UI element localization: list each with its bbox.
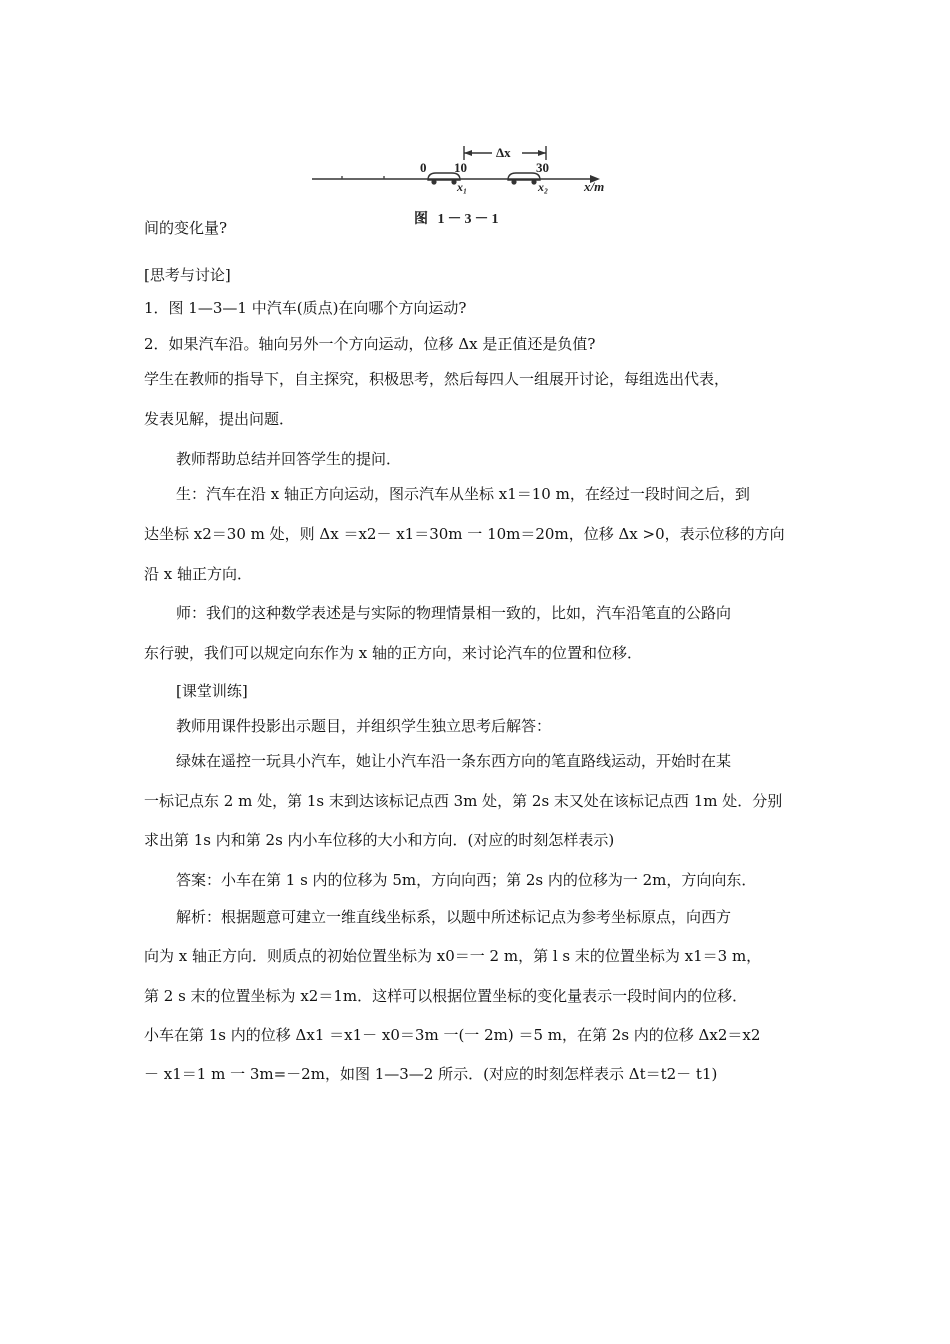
x1-label: x₁ — [457, 180, 468, 194]
section-heading: [思考与讨论] — [144, 266, 231, 284]
axis-label: x/m — [584, 179, 605, 194]
delta-x-label: Δx — [496, 145, 511, 160]
analysis-line: 第 2 s 末的位置坐标为 x2＝1m．这样可以根据位置坐标的变化量表示一段时间内的位移． — [144, 987, 748, 1005]
axis-diagram — [300, 136, 640, 236]
paragraph-line: 一标记点东 2 m 处，第 1s 末到达该标记点西 3m 处，第 2s 末又处在该标记点西 1m 处．分别 — [144, 792, 783, 810]
paragraph-line: 绿妹在遥控一玩具小汽车，她让小汽车沿一条东西方向的笔直路线运动，开始时在某 — [176, 752, 732, 770]
paragraph-line: 学生在教师的指导下，自主探究，积极思考，然后每四人一组展开讨论，每组选出代表， — [144, 370, 730, 388]
analysis-line: 向为 x 轴正方向．则质点的初始位置坐标为 x0＝一 2 m，第 l s 末的位置坐标为 x1＝3 m， — [144, 947, 762, 965]
analysis-line: － x1＝1 m 一 3m=－2m，如图 1—3—2 所示．(对应的时刻怎样表示 Δt＝t2－ t1) — [144, 1065, 718, 1083]
bracket-arrow-left-icon — [464, 150, 472, 156]
paragraph-line: 达坐标 x2＝30 m 处，则 Δx ＝x2－ x1＝30m 一 10m＝20m，位移 Δx >0，表示位移的方向 — [144, 525, 785, 543]
analysis-line: 小车在第 1s 内的位移 Δx1 ＝x1－ x0＝3m 一(一 2m) ＝5 m，在第 2s 内的位移 Δx2＝x2 — [144, 1026, 761, 1044]
answer-line: 答案：小车在第 1 s 内的位移为 5m，方向向西；第 2s 内的位移为一 2m，方向向东． — [176, 871, 757, 889]
figure-caption: 图 1－3－1 — [414, 212, 502, 227]
figure-1-3-1 — [300, 136, 640, 236]
question-2: 2．如果汽车沿。轴向另外一个方向运动，位移 Δx 是正值还是负值? — [144, 335, 596, 353]
paragraph-line: 东行驶，我们可以规定向东作为 x 轴的正方向，来讨论汽车的位置和位移． — [144, 644, 642, 662]
section-heading: [课堂训练] — [176, 682, 248, 700]
paragraph-line: 发表见解，提出问题． — [144, 410, 295, 428]
paragraph-line: 教师帮助总结并回答学生的提问． — [176, 450, 402, 468]
tick-label-0: 0 — [420, 160, 427, 175]
tick-label-30: 30 — [536, 160, 549, 175]
paragraph-line: 间的变化量? — [144, 219, 228, 237]
question-1: 1．图 1—3—1 中汽车(质点)在向哪个方向运动? — [144, 299, 467, 317]
paragraph-line: 求出第 1s 内和第 2s 内小车位移的大小和方向．(对应的时刻怎样表示) — [144, 831, 615, 849]
paragraph-line: 生：汽车在沿 x 轴正方向运动，图示汽车从坐标 x1＝10 m，在经过一段时间之后，到 — [176, 485, 750, 503]
tick-label-10: 10 — [454, 160, 467, 175]
paragraph-line: 师：我们的这种数学表述是与实际的物理情景相一致的，比如，汽车沿笔直的公路向 — [176, 604, 732, 622]
paragraph-line: 沿 x 轴正方向． — [144, 565, 252, 583]
bracket-arrow-right-icon — [538, 150, 546, 156]
x2-label: x₂ — [538, 180, 549, 194]
paragraph-line: 教师用课件投影出示题目，并组织学生独立思考后解答： — [176, 717, 552, 735]
analysis-line: 解析：根据题意可建立一维直线坐标系，以题中所述标记点为参考坐标原点，向西方 — [176, 908, 732, 926]
